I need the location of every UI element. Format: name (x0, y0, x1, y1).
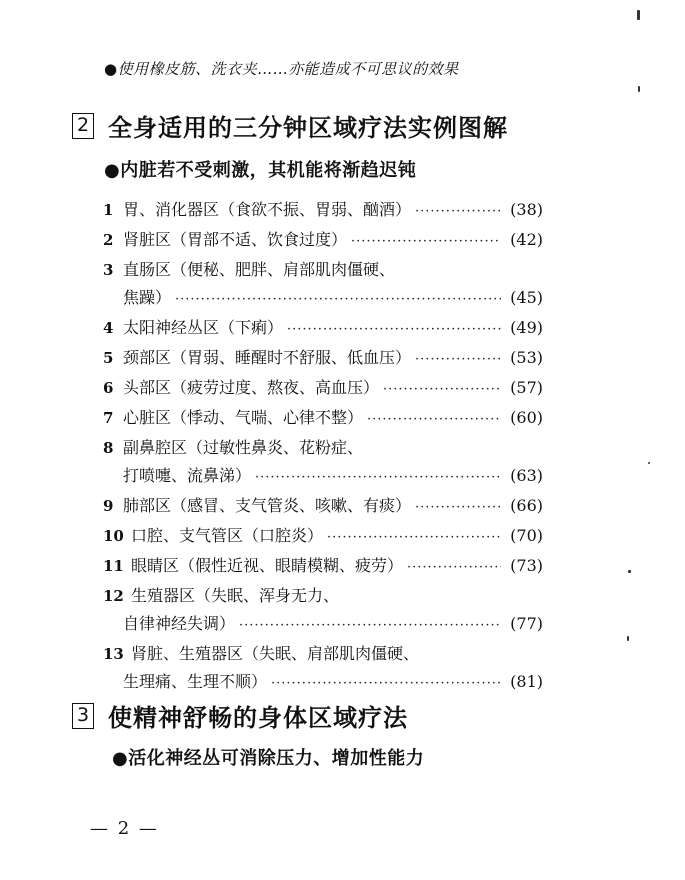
toc-entry-line (103, 196, 543, 226)
toc-leader-dots (367, 406, 501, 434)
toc-leader-dots (415, 198, 501, 226)
toc-entry-title: 肾脏、生殖器区（失眠、肩部肌肉僵硬、 (131, 644, 420, 663)
page-number: — 2 — (90, 818, 159, 839)
toc-entry (103, 314, 543, 344)
toc-entry-line (103, 344, 543, 374)
toc-page-number: (77) (510, 614, 543, 633)
toc-page-number: (45) (510, 288, 543, 307)
scan-speck (627, 636, 629, 641)
toc-entry-number: 3 (103, 261, 114, 279)
toc-entry-line (103, 434, 543, 462)
toc-entry-number: 4 (103, 319, 114, 337)
toc-entry (103, 404, 543, 434)
toc-page-number: (73) (510, 556, 543, 575)
toc-entry (103, 196, 543, 226)
toc-entry-number: 7 (103, 409, 114, 427)
toc-entry-title: 头部区（疲劳过度、熬夜、高血压） (123, 378, 380, 397)
section-2-subheading: ●内脏若不受刺激，其机能将渐趋迟钝 (104, 160, 417, 181)
toc-leader-dots (175, 286, 501, 314)
section-2-title: 全身适用的三分钟区域疗法实例图解 (108, 114, 508, 142)
toc-leader-dots (415, 494, 501, 522)
section-3-subheading: ●活化神经丛可消除压力、增加性能力 (112, 748, 425, 769)
section-2-number: 2 (72, 113, 94, 139)
toc-leader-dots (239, 612, 501, 640)
toc-leader-dots (255, 464, 501, 492)
toc-entry-number: 6 (103, 379, 114, 397)
toc-entry-line (103, 404, 543, 434)
toc-entry-title: 直肠区（便秘、肥胖、肩部肌肉僵硬、 (123, 260, 396, 279)
toc-entry-continuation (103, 462, 543, 492)
toc-entry-title: 眼睛区（假性近视、眼睛模糊、疲劳） (131, 556, 404, 575)
toc-entry-number: 13 (103, 645, 124, 663)
toc-page-number: (81) (510, 672, 543, 691)
toc-leader-dots (415, 346, 501, 374)
toc-page-number: (49) (510, 318, 543, 337)
toc-entry-number: 11 (103, 557, 124, 575)
toc-entry-number: 10 (103, 527, 124, 545)
toc-entry-title: 太阳神经丛区（下痢） (123, 318, 284, 337)
scan-speck (628, 570, 631, 573)
toc-page-number: (42) (510, 230, 543, 249)
toc-page-number: (53) (510, 348, 543, 367)
toc-entry-title: 副鼻腔区（过敏性鼻炎、花粉症、 (123, 438, 364, 457)
toc-entry-line (103, 582, 543, 610)
toc-leader-dots (351, 228, 501, 256)
toc-entry (103, 582, 543, 640)
toc-entry-continuation (103, 610, 543, 640)
toc-page-number: (70) (510, 526, 543, 545)
toc-entry-title: 口腔、支气管区（口腔炎） (131, 526, 324, 545)
toc-entry (103, 522, 543, 552)
toc-entry-line (103, 522, 543, 552)
toc-leader-dots (287, 316, 501, 344)
toc-entry-title: 心脏区（悸动、气喘、心律不整） (123, 408, 364, 427)
toc-leader-dots (383, 376, 501, 404)
toc-entry-title: 生理痛、生理不顺） (123, 672, 268, 691)
toc-entry-title: 肾脏区（胃部不适、饮食过度） (123, 230, 348, 249)
toc-entry (103, 434, 543, 492)
toc-entry-number: 5 (103, 349, 114, 367)
section-2-heading (72, 108, 508, 143)
toc-entry-line (103, 256, 543, 284)
toc-entry-continuation (103, 668, 543, 698)
toc-entry (103, 640, 543, 698)
toc-page-number: (63) (510, 466, 543, 485)
toc-entry-title: 焦躁） (123, 288, 172, 307)
toc-entry-title: 肺部区（感冒、支气管炎、咳嗽、有痰） (123, 496, 412, 515)
toc-entry (103, 344, 543, 374)
toc-leader-dots (407, 554, 501, 582)
toc-entry-title: 自律神经失调） (123, 614, 236, 633)
toc-entry-line (103, 314, 543, 344)
toc-entry-number: 1 (103, 201, 114, 219)
toc-leader-dots (271, 670, 501, 698)
table-of-contents (103, 196, 543, 698)
toc-entry (103, 256, 543, 314)
toc-entry-title: 打喷嚏、流鼻涕） (123, 466, 252, 485)
section-3-heading (72, 698, 408, 733)
toc-entry-number: 12 (103, 587, 124, 605)
toc-entry-line (103, 552, 543, 582)
toc-entry-line (103, 374, 543, 404)
scan-speck (648, 462, 650, 464)
toc-page-number: (66) (510, 496, 543, 515)
toc-entry-number: 8 (103, 439, 114, 457)
toc-entry (103, 552, 543, 582)
toc-leader-dots (327, 524, 501, 552)
toc-entry-title: 生殖器区（失眠、浑身无力、 (131, 586, 340, 605)
toc-entry (103, 374, 543, 404)
toc-entry-line (103, 492, 543, 522)
intro-bullet-line: ●使用橡皮筋、洗衣夹……亦能造成不可思议的效果 (104, 60, 459, 78)
toc-entry-title: 胃、消化器区（食欲不振、胃弱、酗酒） (123, 200, 412, 219)
section-3-number: 3 (72, 703, 94, 729)
section-3-title: 使精神舒畅的身体区域疗法 (108, 704, 408, 732)
toc-page-number: (57) (510, 378, 543, 397)
toc-entry-number: 2 (103, 231, 114, 249)
toc-page-number: (60) (510, 408, 543, 427)
toc-entry (103, 226, 543, 256)
toc-page-number: (38) (510, 200, 543, 219)
toc-entry-line (103, 640, 543, 668)
toc-entry-title: 颈部区（胃弱、睡醒时不舒服、低血压） (123, 348, 412, 367)
scan-speck (638, 86, 640, 92)
toc-entry-continuation (103, 284, 543, 314)
scan-speck (637, 10, 640, 20)
toc-entry-line (103, 226, 543, 256)
toc-entry (103, 492, 543, 522)
toc-entry-number: 9 (103, 497, 114, 515)
